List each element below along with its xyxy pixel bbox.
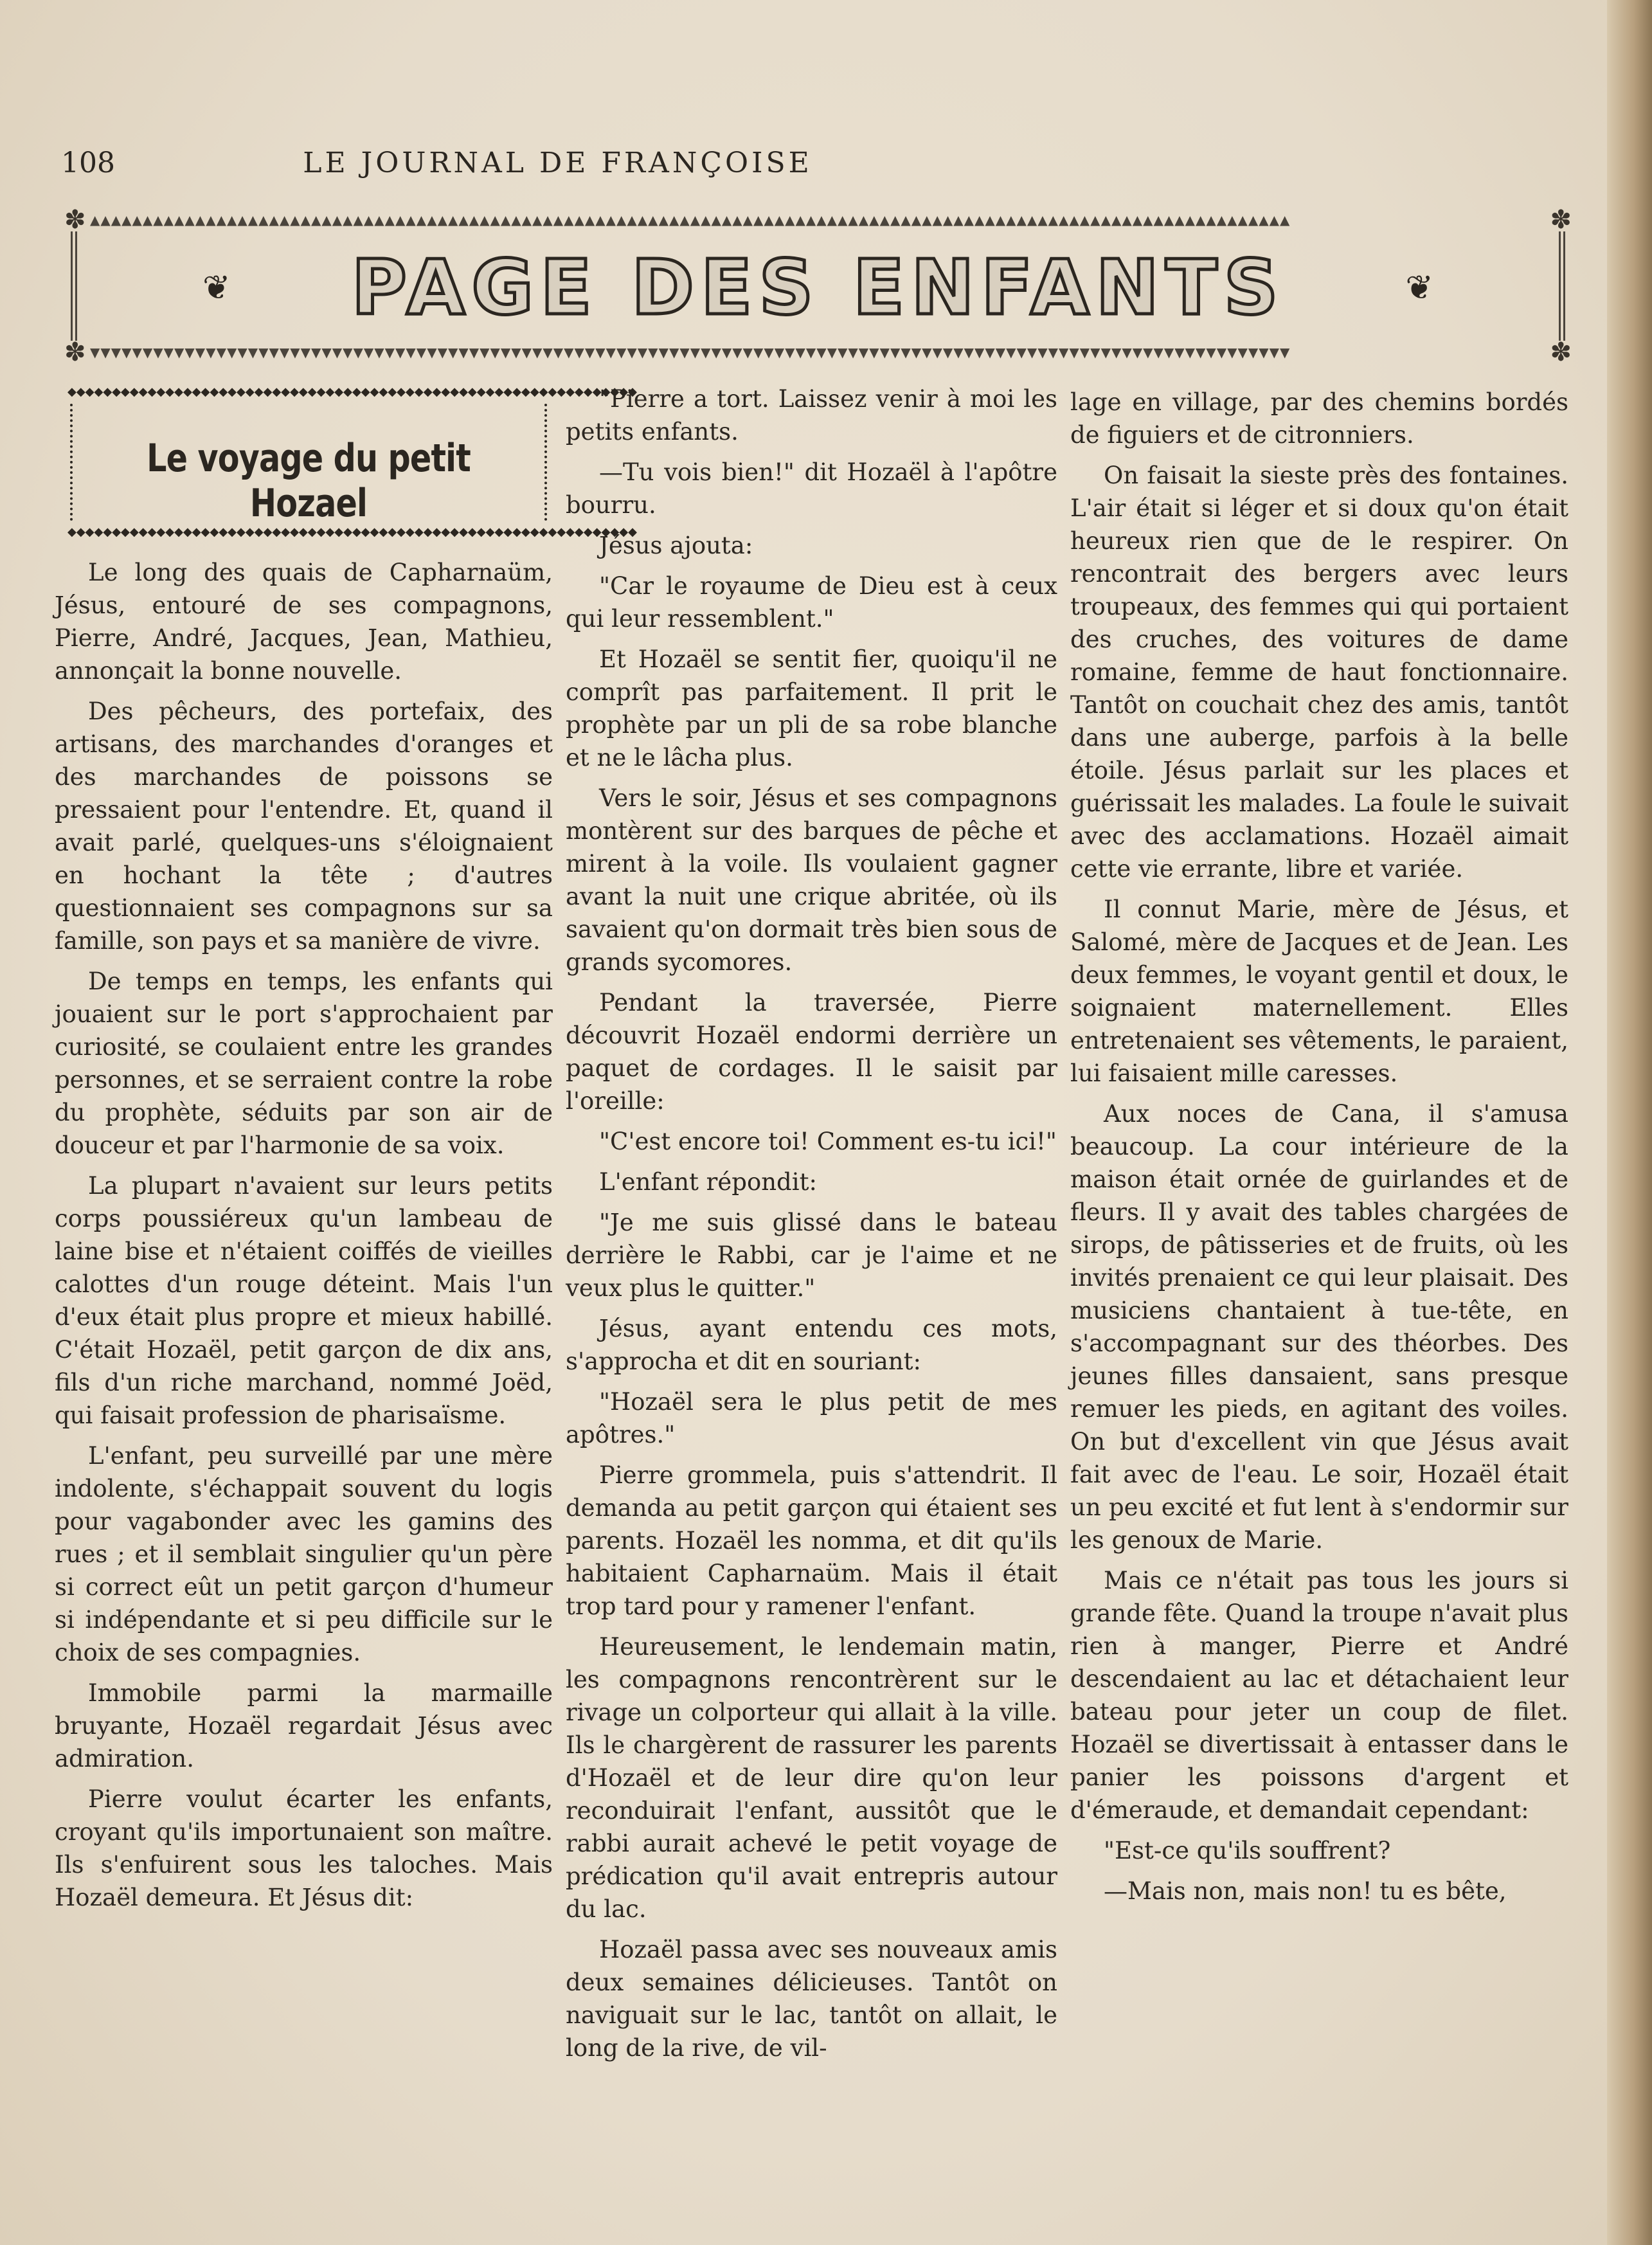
crown-ornament-icon: ❦ bbox=[1405, 269, 1433, 307]
story-box-border-bottom: ◆◆◆◆◆◆◆◆◆◆◆◆◆◆◆◆◆◆◆◆◆◆◆◆◆◆◆◆◆◆◆◆◆◆◆◆◆◆◆◆◆◆◆◆◆◆◆◆◆◆◆◆◆◆◆◆◆◆◆◆◆◆◆◆ bbox=[67, 525, 637, 539]
crown-ornament-icon: ❦ bbox=[202, 269, 231, 307]
paragraph: De temps en temps, les enfants qui jouaient sur le port s'approchaient par curiosité, se coulaient entre les grandes personnes, et se serraient contre la robe du prophète, séduits par son air de douceur et par l'harmonie de sa voix. bbox=[55, 968, 553, 1159]
story-box-border-right bbox=[544, 404, 547, 521]
flower-ornament-icon: ✽ bbox=[64, 338, 86, 367]
story-box-border-left bbox=[70, 404, 73, 521]
text-column-1 bbox=[55, 556, 553, 1922]
paragraph: Hozaël passa avec ses nouveaux amis deux semaines délicieuses. Tantôt on naviguait sur le lac, tantôt on allait, le long de la rive, de vil- bbox=[566, 1936, 1057, 2062]
text-column-2 bbox=[566, 383, 1057, 2072]
text-column-3 bbox=[1070, 386, 1568, 1915]
flower-ornament-icon: ✽ bbox=[1550, 338, 1572, 367]
story-box-border-top: ◆◆◆◆◆◆◆◆◆◆◆◆◆◆◆◆◆◆◆◆◆◆◆◆◆◆◆◆◆◆◆◆◆◆◆◆◆◆◆◆◆◆◆◆◆◆◆◆◆◆◆◆◆◆◆◆◆◆◆◆◆◆◆◆ bbox=[67, 385, 637, 399]
paragraph: lage en village, par des chemins bordés de figuiers et de citronniers. bbox=[1070, 388, 1568, 449]
paragraph: —Tu vois bien!" dit Hozaël à l'apôtre bourru. bbox=[566, 458, 1057, 519]
paragraph: "Est-ce qu'ils souffrent? bbox=[1104, 1837, 1391, 1864]
paragraph: Le long des quais de Capharnaüm, Jésus, entouré de ses compagnons, Pierre, André, Jacques, Jean, Mathieu, annonçait la bonne nouvelle. bbox=[55, 559, 553, 685]
journal-title: LE JOURNAL DE FRANÇOISE bbox=[303, 147, 813, 179]
paragraph: Pendant la traversée, Pierre découvrit Hozaël endormi derrière un paquet de cordages. Il le saisit par l'oreille: bbox=[566, 989, 1057, 1115]
book-spine bbox=[1607, 0, 1652, 2245]
story-title: Le voyage du petit Hozael bbox=[147, 436, 471, 526]
section-banner bbox=[64, 205, 1572, 367]
paragraph: "C'est encore toi! Comment es-tu ici!" bbox=[599, 1128, 1057, 1155]
story-title-box bbox=[61, 385, 637, 539]
paragraph: "Hozaël sera le plus petit de mes apôtres." bbox=[566, 1388, 1057, 1448]
paragraph: Pierre voulut écarter les enfants, croyant qu'ils importunaient son maître. Ils s'enfuirent sous les taloches. Mais Hozaël demeura. Et Jésus dit: bbox=[55, 1785, 553, 1911]
paragraph: On faisait la sieste près des fontaines. L'air était si léger et si doux qu'on était heureux rien que de le respirer. On rencontrait des bergers avec leurs troupeaux, des femmes qui qui portaient des cruches, des voitures de dame romaine, femme de haut fonctionnaire. Tantôt on couchait chez des amis, tantôt dans une auberge, parfois à la belle étoile. Jésus parlait sur les places et guérissait les malades. La foule le suivait avec des acclamations. Hozaël aimait cette vie errante, libre et variée. bbox=[1070, 462, 1568, 883]
paragraph: La plupart n'avaient sur leurs petits corps poussiéreux qu'un lambeau de laine bise et n'étaient coiffés de vieilles calottes d'un rouge déteint. Mais l'un d'eux était plus propre et mieux habillé. C'était Hozaël, petit garçon de dix ans, fils d'un riche marchand, nommé Joëd, qui faisait profession de pharisaïsme. bbox=[55, 1172, 553, 1429]
paragraph: L'enfant répondit: bbox=[599, 1168, 817, 1196]
paragraph: —Mais non, mais non! tu es bête, bbox=[1104, 1877, 1507, 1905]
page-number: 108 bbox=[61, 147, 115, 179]
page-header bbox=[61, 147, 1054, 185]
paragraph: Immobile parmi la marmaille bruyante, Hozaël regardait Jésus avec admiration. bbox=[55, 1679, 553, 1772]
paragraph: Il connut Marie, mère de Jésus, et Salomé, mère de Jacques et de Jean. Les deux femmes, le voyant gentil et doux, le soignaient maternellement. Elles entretenaient ses vêtements, le paraient, lui faisaient mille caresses. bbox=[1070, 896, 1568, 1087]
paragraph: "Je me suis glissé dans le bateau derrière le Rabbi, car je l'aime et ne veux plus le quitter." bbox=[566, 1209, 1057, 1302]
paragraph: Mais ce n'était pas tous les jours si grande fête. Quand la troupe n'avait plus rien à manger, Pierre et André descendaient au lac et détachaient leur bateau pour jeter un coup de filet. Hozaël se divertissait à entasser dans le panier les poissons d'argent et d'émeraude, et demandait cependant: bbox=[1070, 1567, 1568, 1824]
section-title: PAGE DES ENFANTS bbox=[351, 243, 1285, 332]
paragraph: Vers le soir, Jésus et ses compagnons montèrent sur des barques de pêche et mirent à la voile. Ils voulaient gagner avant la nuit une crique abritée, où ils savaient qu'on dormait très bien sous de grands sycomores. bbox=[566, 784, 1057, 976]
paragraph: Des pêcheurs, des portefaix, des artisans, des marchandes d'oranges et des marchandes de poissons se pressaient pour l'entendre. Et, quand il avait parlé, quelques-uns s'éloignaient en hochant la tête ; d'autres questionnaient ses compagnons sur sa famille, son pays et sa manière de vivre. bbox=[55, 698, 553, 955]
paragraph: "Car le royaume de Dieu est à ceux qui leur ressemblent." bbox=[566, 572, 1057, 633]
paragraph: L'enfant, peu surveillé par une mère indolente, s'échappait souvent du logis pour vagabonder avec les gamins des rues ; et il semblait singulier qu'un père si correct eût un petit garçon d'humeur si indépendante et si peu difficile sur le choix de ses compagnies. bbox=[55, 1442, 553, 1666]
flower-ornament-icon: ✽ bbox=[1550, 205, 1572, 235]
paragraph: Jésus ajouta: bbox=[599, 532, 753, 559]
paragraph: Aux noces de Cana, il s'amusa beaucoup. La cour intérieure de la maison était ornée de guirlandes et de fleurs. Il y avait des tables chargées de sirops, de pâtisseries et de fruits, où les invités prenaient ce qui leur plaisait. Des musiciens chantaient à tue-tête, en s'accompagnant sur des théorbes. Des jeunes filles dansaient, sans presque remuer les pieds, en agitant des voiles. On but d'excellent vin que Jésus avait fait avec de l'eau. Le soir, Hozaël était un peu excité et fut lent à s'endormir sur les genoux de Marie. bbox=[1070, 1100, 1568, 1554]
banner-border-bottom: ▼▼▼▼▼▼▼▼▼▼▼▼▼▼▼▼▼▼▼▼▼▼▼▼▼▼▼▼▼▼▼▼▼▼▼▼▼▼▼▼▼▼▼▼▼▼▼▼▼▼▼▼▼▼▼▼▼▼▼▼▼▼▼▼▼▼▼▼▼▼▼▼▼▼▼▼▼▼▼▼▼▼▼▼▼▼▼▼▼▼▼▼▼▼▼▼▼▼▼▼▼▼▼▼▼▼▼▼▼▼▼▼▼▼ bbox=[90, 345, 1291, 360]
paragraph: Heureusement, le lendemain matin, les compagnons rencontrèrent sur le rivage un colporteur qui allait à la ville. Ils le chargèrent de rassurer les parents d'Hozaël et de leur dire qu'on leur reconduirait l'enfant, aussitôt que le rabbi aurait achevé le petit voyage de prédication qu'il avait entrepris autour du lac. bbox=[566, 1633, 1057, 1923]
paragraph: Jésus, ayant entendu ces mots, s'approcha et dit en souriant: bbox=[566, 1315, 1057, 1375]
banner-border-top: ▲▲▲▲▲▲▲▲▲▲▲▲▲▲▲▲▲▲▲▲▲▲▲▲▲▲▲▲▲▲▲▲▲▲▲▲▲▲▲▲▲▲▲▲▲▲▲▲▲▲▲▲▲▲▲▲▲▲▲▲▲▲▲▲▲▲▲▲▲▲▲▲▲▲▲▲▲▲▲▲▲▲▲▲▲▲▲▲▲▲▲▲▲▲▲▲▲▲▲▲▲▲▲▲▲▲▲▲▲▲▲▲▲▲ bbox=[90, 212, 1291, 228]
flower-ornament-icon: ✽ bbox=[64, 205, 86, 235]
paragraph: Et Hozaël se sentit fier, quoiqu'il ne comprît pas parfaitement. Il prit le prophète par un pli de sa robe blanche et ne le lâcha plus. bbox=[566, 645, 1057, 771]
paragraph: Pierre grommela, puis s'attendrit. Il demanda au petit garçon qui étaient ses parents. Hozaël les nomma, et dit qu'ils habitaient Capharnaüm. Mais il était trop tard pour y ramener l'enfant. bbox=[566, 1461, 1057, 1620]
paragraph: "Pierre a tort. Laissez venir à moi les petits enfants. bbox=[566, 385, 1057, 446]
